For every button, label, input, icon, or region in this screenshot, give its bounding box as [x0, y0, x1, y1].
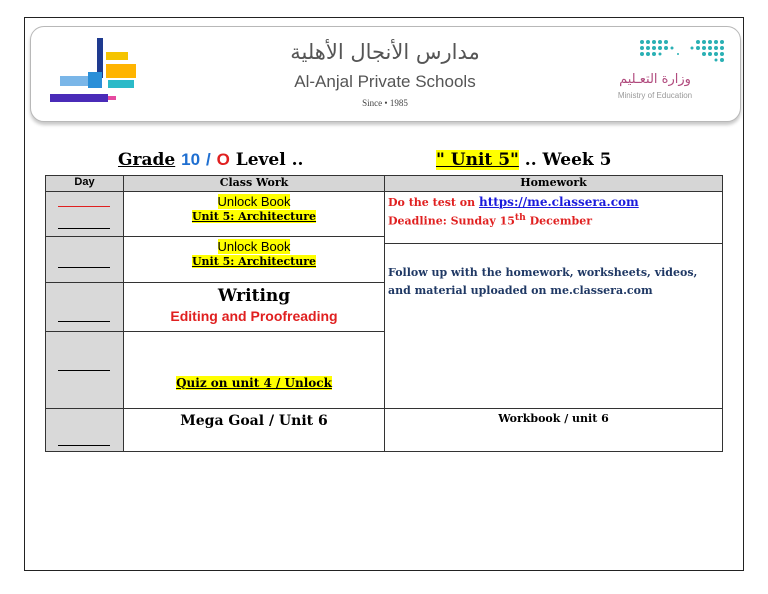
- homework-cell: [385, 192, 723, 409]
- ministry-name-arabic: وزارة التعـليم: [619, 72, 691, 87]
- classwork-cell: [124, 192, 385, 237]
- grade-slash: /: [205, 150, 211, 169]
- day-cell: [46, 409, 124, 452]
- school-name-arabic: مدارس الأنجال الأهلية: [290, 40, 480, 64]
- since-year: Since • 1985: [362, 98, 408, 108]
- classwork-unit: Unit 5: Architecture: [191, 255, 317, 268]
- grade-label: Grade: [118, 150, 176, 170]
- deadline-sup: th: [514, 212, 526, 223]
- editing-subtitle: Editing and Proofreading: [170, 308, 338, 324]
- classera-link[interactable]: https://me.classera.com: [478, 195, 639, 209]
- mega-goal-label: Mega Goal / Unit 6: [180, 413, 328, 429]
- table-header-row: [46, 176, 723, 192]
- day-cell: [46, 332, 124, 409]
- workbook-label: Workbook / unit 6: [498, 412, 609, 425]
- school-name-english: Al-Anjal Private Schools: [294, 72, 476, 91]
- unit-label: " Unit 5": [436, 150, 519, 170]
- day-header: Day: [46, 176, 124, 192]
- level-label: Level ..: [235, 150, 304, 170]
- classwork-header: Class Work: [124, 176, 385, 192]
- classwork-cell: [124, 283, 385, 332]
- grade-section: O: [216, 150, 230, 169]
- deadline-text: Deadline: Sunday 15: [388, 214, 515, 228]
- day-cell: [46, 192, 124, 237]
- day-line-red: [58, 206, 110, 207]
- day-cell: [46, 237, 124, 283]
- classwork-unit: Unit 5: Architecture: [191, 210, 317, 223]
- grade-number: 10: [181, 150, 201, 169]
- classwork-cell: [124, 332, 385, 409]
- deadline-month: December: [529, 214, 592, 228]
- unit-week-title: [436, 150, 611, 170]
- follow-up-note: Follow up with the homework, worksheets, videos, and material uploaded on me.classera.com: [388, 266, 698, 297]
- classwork-title: Unlock Book: [217, 239, 291, 254]
- homework-divider: [385, 243, 722, 244]
- test-prefix: Do the test on: [388, 196, 476, 209]
- classwork-cell: [124, 237, 385, 283]
- table-row: [46, 409, 723, 452]
- classwork-title: Unlock Book: [217, 194, 291, 209]
- writing-title: Writing: [217, 286, 291, 306]
- day-line: [58, 370, 110, 371]
- quiz-label: Quiz on unit 4 / Unlock: [176, 376, 332, 390]
- week-label: .. Week 5: [524, 150, 612, 170]
- day-line: [58, 228, 110, 229]
- ministry-name-english: Ministry of Education: [617, 91, 693, 100]
- weekly-schedule-table: [45, 175, 723, 452]
- day-line: [58, 267, 110, 268]
- grade-title: [118, 150, 303, 170]
- table-row: [46, 192, 723, 237]
- ministry-logo-dots-icon: [638, 38, 728, 68]
- day-cell: [46, 283, 124, 332]
- day-line: [58, 321, 110, 322]
- homework-header: Homework: [385, 176, 723, 192]
- schedule-title: [118, 150, 678, 174]
- homework-cell: [385, 409, 723, 452]
- day-line: [58, 445, 110, 446]
- school-logo: [48, 38, 150, 108]
- classwork-cell: [124, 409, 385, 452]
- test-instruction: [385, 192, 722, 229]
